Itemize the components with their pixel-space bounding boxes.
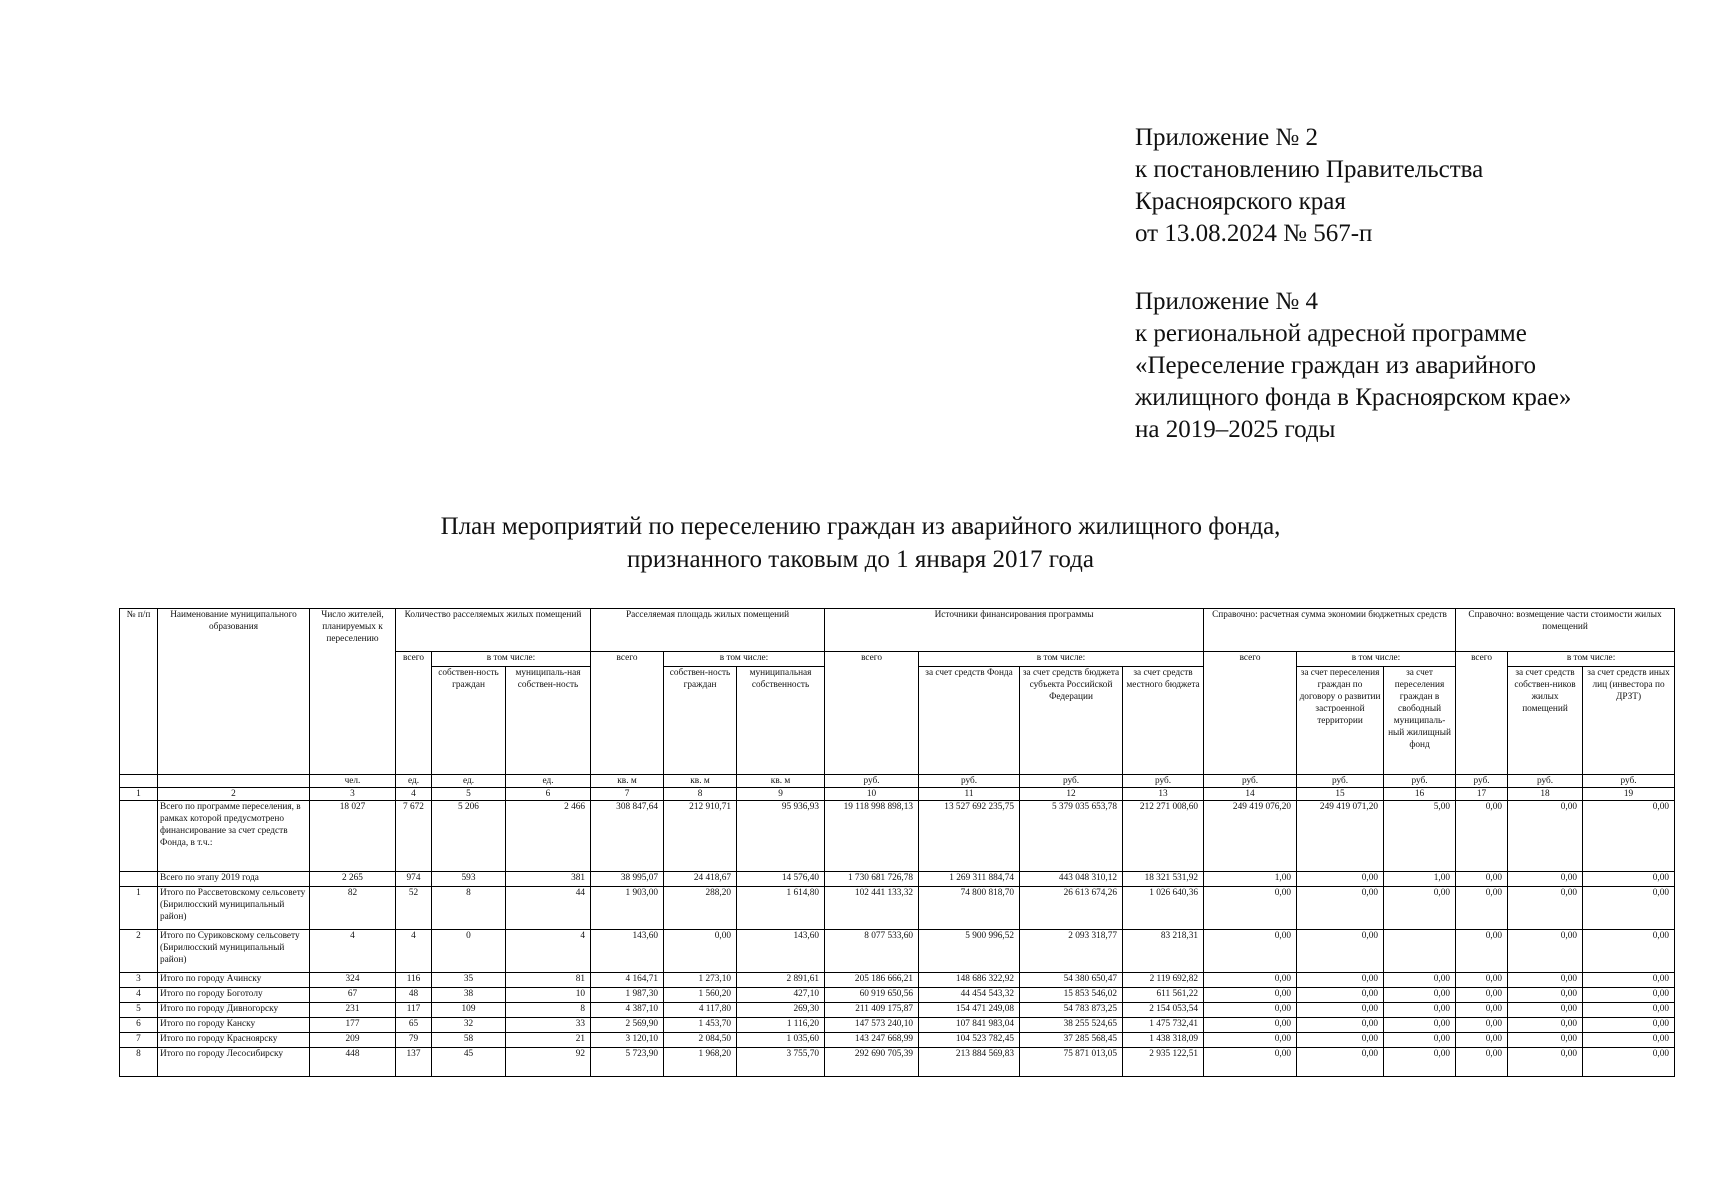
column-number-cell: 4 <box>396 788 432 801</box>
value-cell: 81 <box>506 973 591 988</box>
unit-cell: ед. <box>506 775 591 788</box>
value-cell: 0,00 <box>1384 887 1456 930</box>
value-cell: 205 186 666,21 <box>825 973 919 988</box>
value-cell: 0,00 <box>1384 973 1456 988</box>
value-cell: 269,30 <box>737 1003 825 1018</box>
value-cell: 60 919 650,56 <box>825 988 919 1003</box>
value-cell: 4 <box>396 930 432 973</box>
value-cell: 33 <box>506 1018 591 1033</box>
header-cell: всего <box>825 652 919 775</box>
unit-cell: руб. <box>1020 775 1123 788</box>
value-cell: 0,00 <box>1508 1003 1583 1018</box>
value-cell: 0,00 <box>664 930 737 973</box>
appendix-2-line: Красноярского края <box>1135 188 1346 215</box>
unit-cell: чел. <box>310 775 396 788</box>
value-cell: 292 690 705,39 <box>825 1048 919 1077</box>
value-cell: 45 <box>432 1048 506 1077</box>
table-row <box>120 930 1675 973</box>
value-cell: 37 285 568,45 <box>1020 1033 1123 1048</box>
value-cell: 0,00 <box>1384 1018 1456 1033</box>
unit-cell: кв. м <box>591 775 664 788</box>
value-cell: 2 265 <box>310 872 396 887</box>
unit-cell <box>120 775 158 788</box>
unit-cell: кв. м <box>737 775 825 788</box>
value-cell: 0,00 <box>1456 1033 1508 1048</box>
value-cell: 0,00 <box>1297 1048 1384 1077</box>
value-cell: 443 048 310,12 <box>1020 872 1123 887</box>
appendix-4-line: к региональной адресной программе <box>1135 320 1527 347</box>
value-cell: 5 723,90 <box>591 1048 664 1077</box>
row-number-cell: 1 <box>120 887 158 930</box>
header-cell: Справочно: расчетная сумма экономии бюджетных средств <box>1204 609 1456 652</box>
value-cell: 54 380 650,47 <box>1020 973 1123 988</box>
header-cell: в том числе: <box>919 652 1204 667</box>
table-row <box>120 887 1675 930</box>
value-cell <box>1384 930 1456 973</box>
value-cell: 8 <box>506 1003 591 1018</box>
value-cell: 4 164,71 <box>591 973 664 988</box>
header-cell: за счет переселения граждан по договору о развитии застроенной территории <box>1297 667 1384 775</box>
header-cell: за счет средств местного бюджета <box>1123 667 1204 775</box>
value-cell: 0,00 <box>1456 1048 1508 1077</box>
document-title-line: План мероприятий по переселению граждан из аварийного жилищного фонда, <box>440 513 1281 540</box>
value-cell: 109 <box>432 1003 506 1018</box>
header-cell: в том числе: <box>432 652 591 667</box>
value-cell: 0,00 <box>1583 1003 1675 1018</box>
value-cell: 0,00 <box>1204 1033 1297 1048</box>
value-cell: 117 <box>396 1003 432 1018</box>
value-cell: 209 <box>310 1033 396 1048</box>
value-cell: 249 419 076,20 <box>1204 801 1297 872</box>
value-cell: 0,00 <box>1583 1018 1675 1033</box>
value-cell: 1,00 <box>1384 872 1456 887</box>
value-cell: 2 154 053,54 <box>1123 1003 1204 1018</box>
value-cell: 0,00 <box>1204 1003 1297 1018</box>
value-cell: 427,10 <box>737 988 825 1003</box>
document-title-line: признанного таковым до 1 января 2017 года <box>626 546 1095 573</box>
value-cell: 2 093 318,77 <box>1020 930 1123 973</box>
header-cell: за счет средств бюджета субъекта Российской Федерации <box>1020 667 1123 775</box>
value-cell: 0,00 <box>1508 973 1583 988</box>
value-cell: 147 573 240,10 <box>825 1018 919 1033</box>
header-cell: № п/п <box>120 609 158 775</box>
unit-cell: ед. <box>432 775 506 788</box>
unit-cell: руб. <box>1123 775 1204 788</box>
value-cell: 0,00 <box>1204 1048 1297 1077</box>
value-cell: 44 <box>506 887 591 930</box>
value-cell: 107 841 983,04 <box>919 1018 1020 1033</box>
value-cell: 4 <box>310 930 396 973</box>
value-cell: 288,20 <box>664 887 737 930</box>
unit-cell: руб. <box>1297 775 1384 788</box>
row-number-cell: 6 <box>120 1018 158 1033</box>
value-cell: 0,00 <box>1508 988 1583 1003</box>
municipality-name-cell: Всего по программе переселения, в рамках которой предусмотрено финансирование за счет средств Фонда, в т.ч.: <box>158 801 310 872</box>
header-cell: Наименование муниципального образования <box>158 609 310 775</box>
value-cell: 21 <box>506 1033 591 1048</box>
unit-cell: руб. <box>1583 775 1675 788</box>
row-number-cell: 2 <box>120 930 158 973</box>
unit-cell: руб. <box>825 775 919 788</box>
value-cell: 0,00 <box>1456 872 1508 887</box>
municipality-name-cell: Итого по городу Дивногорску <box>158 1003 310 1018</box>
municipality-name-cell: Итого по Суриковскому сельсовету (Бирилюсский муниципальный район) <box>158 930 310 973</box>
value-cell: 0,00 <box>1508 930 1583 973</box>
value-cell: 4 387,10 <box>591 1003 664 1018</box>
value-cell: 4 <box>506 930 591 973</box>
value-cell: 102 441 133,32 <box>825 887 919 930</box>
value-cell: 2 935 122,51 <box>1123 1048 1204 1077</box>
value-cell: 18 321 531,92 <box>1123 872 1204 887</box>
header-cell: всего <box>1456 652 1508 775</box>
value-cell: 0,00 <box>1456 801 1508 872</box>
value-cell: 95 936,93 <box>737 801 825 872</box>
value-cell: 79 <box>396 1033 432 1048</box>
value-cell: 249 419 071,20 <box>1297 801 1384 872</box>
value-cell: 231 <box>310 1003 396 1018</box>
value-cell: 5 900 996,52 <box>919 930 1020 973</box>
header-cell: Расселяемая площадь жилых помещений <box>591 609 825 652</box>
value-cell: 611 561,22 <box>1123 988 1204 1003</box>
value-cell: 0,00 <box>1297 1003 1384 1018</box>
value-cell: 38 <box>432 988 506 1003</box>
value-cell: 974 <box>396 872 432 887</box>
appendix-4-line: жилищного фонда в Красноярском крае» <box>1135 384 1572 411</box>
value-cell: 0,00 <box>1297 973 1384 988</box>
value-cell: 1 116,20 <box>737 1018 825 1033</box>
value-cell: 2 569,90 <box>591 1018 664 1033</box>
row-number-cell: 7 <box>120 1033 158 1048</box>
value-cell: 3 755,70 <box>737 1048 825 1077</box>
header-cell: за счет переселения граждан в свободный муниципаль-ный жилищный фонд <box>1384 667 1456 775</box>
header-cell: всего <box>396 652 432 775</box>
value-cell: 15 853 546,02 <box>1020 988 1123 1003</box>
value-cell: 74 800 818,70 <box>919 887 1020 930</box>
value-cell: 48 <box>396 988 432 1003</box>
unit-cell <box>158 775 310 788</box>
value-cell: 0,00 <box>1204 988 1297 1003</box>
column-number-cell: 9 <box>737 788 825 801</box>
value-cell: 24 418,67 <box>664 872 737 887</box>
appendix-2-line: Приложение № 2 <box>1135 124 1319 151</box>
value-cell: 75 871 013,05 <box>1020 1048 1123 1077</box>
header-cell: всего <box>1204 652 1297 775</box>
unit-cell: руб. <box>1508 775 1583 788</box>
unit-cell: руб. <box>919 775 1020 788</box>
value-cell: 212 271 008,60 <box>1123 801 1204 872</box>
value-cell: 32 <box>432 1018 506 1033</box>
value-cell: 324 <box>310 973 396 988</box>
table-row <box>120 801 1675 872</box>
header-cell: муниципаль-ная собствен-ность <box>506 667 591 775</box>
value-cell: 8 <box>432 887 506 930</box>
value-cell: 0,00 <box>1297 887 1384 930</box>
column-number-cell: 8 <box>664 788 737 801</box>
header-cell: Справочно: возмещение части стоимости жилых помещений <box>1456 609 1675 652</box>
value-cell: 0,00 <box>1204 973 1297 988</box>
value-cell: 104 523 782,45 <box>919 1033 1020 1048</box>
municipality-name-cell: Итого по Рассветовскому сельсовету (Бирилюсский муниципальный район) <box>158 887 310 930</box>
value-cell: 593 <box>432 872 506 887</box>
value-cell: 308 847,64 <box>591 801 664 872</box>
appendix-4-line: «Переселение граждан из аварийного <box>1135 352 1537 379</box>
value-cell: 0,00 <box>1583 1048 1675 1077</box>
column-number-cell: 7 <box>591 788 664 801</box>
value-cell: 1 730 681 726,78 <box>825 872 919 887</box>
municipality-name-cell: Итого по городу Боготолу <box>158 988 310 1003</box>
value-cell: 0,00 <box>1583 887 1675 930</box>
column-number-cell: 11 <box>919 788 1020 801</box>
value-cell: 0,00 <box>1583 872 1675 887</box>
document-title <box>0 510 1721 576</box>
value-cell: 2 891,61 <box>737 973 825 988</box>
table-row <box>120 872 1675 887</box>
row-number-cell: 4 <box>120 988 158 1003</box>
table-body <box>120 801 1675 1077</box>
column-number-cell: 6 <box>506 788 591 801</box>
column-number-cell: 12 <box>1020 788 1123 801</box>
table-row <box>120 988 1675 1003</box>
value-cell: 58 <box>432 1033 506 1048</box>
value-cell: 211 409 175,87 <box>825 1003 919 1018</box>
value-cell: 38 255 524,65 <box>1020 1018 1123 1033</box>
unit-cell: руб. <box>1204 775 1297 788</box>
header-cell: в том числе: <box>664 652 825 667</box>
value-cell: 8 077 533,60 <box>825 930 919 973</box>
column-number-cell: 10 <box>825 788 919 801</box>
header-cell: за счет средств иных лиц (инвестора по ДРЗТ) <box>1583 667 1675 775</box>
value-cell: 18 027 <box>310 801 396 872</box>
header-cell: Количество расселяемых жилых помещений <box>396 609 591 652</box>
units-row <box>120 775 1675 788</box>
value-cell: 92 <box>506 1048 591 1077</box>
value-cell: 52 <box>396 887 432 930</box>
appendix-4-heading <box>1135 286 1705 446</box>
value-cell: 143 247 668,99 <box>825 1033 919 1048</box>
value-cell: 19 118 998 898,13 <box>825 801 919 872</box>
column-number-cell: 17 <box>1456 788 1508 801</box>
unit-cell: руб. <box>1456 775 1508 788</box>
value-cell: 2 119 692,82 <box>1123 973 1204 988</box>
value-cell: 44 454 543,32 <box>919 988 1020 1003</box>
table-row <box>120 1048 1675 1077</box>
value-cell: 0,00 <box>1297 1033 1384 1048</box>
value-cell: 1 273,10 <box>664 973 737 988</box>
value-cell: 13 527 692 235,75 <box>919 801 1020 872</box>
value-cell: 143,60 <box>591 930 664 973</box>
value-cell: 2 084,50 <box>664 1033 737 1048</box>
value-cell: 0,00 <box>1508 801 1583 872</box>
row-number-cell: 3 <box>120 973 158 988</box>
header-cell: Число жителей, планируемых к переселению <box>310 609 396 775</box>
value-cell: 0,00 <box>1456 988 1508 1003</box>
value-cell: 0,00 <box>1456 1018 1508 1033</box>
value-cell: 116 <box>396 973 432 988</box>
value-cell: 0,00 <box>1456 887 1508 930</box>
value-cell: 38 995,07 <box>591 872 664 887</box>
value-cell: 0,00 <box>1583 1033 1675 1048</box>
value-cell: 5 206 <box>432 801 506 872</box>
value-cell: 7 672 <box>396 801 432 872</box>
value-cell: 0,00 <box>1508 1048 1583 1077</box>
value-cell: 4 117,80 <box>664 1003 737 1018</box>
row-number-cell: 8 <box>120 1048 158 1077</box>
value-cell: 0,00 <box>1204 1018 1297 1033</box>
value-cell: 0,00 <box>1297 988 1384 1003</box>
column-number-cell: 18 <box>1508 788 1583 801</box>
value-cell: 154 471 249,08 <box>919 1003 1020 1018</box>
value-cell: 65 <box>396 1018 432 1033</box>
header-cell: за счет средств Фонда <box>919 667 1020 775</box>
value-cell: 0,00 <box>1508 872 1583 887</box>
value-cell: 5 379 035 653,78 <box>1020 801 1123 872</box>
value-cell: 0,00 <box>1456 973 1508 988</box>
column-numbers-row <box>120 788 1675 801</box>
value-cell: 0,00 <box>1204 930 1297 973</box>
unit-cell: ед. <box>396 775 432 788</box>
municipality-name-cell: Итого по городу Канску <box>158 1018 310 1033</box>
value-cell: 0,00 <box>1384 1033 1456 1048</box>
column-number-cell: 1 <box>120 788 158 801</box>
value-cell: 0,00 <box>1583 930 1675 973</box>
row-number-cell: 5 <box>120 1003 158 1018</box>
value-cell: 0,00 <box>1508 1033 1583 1048</box>
table-row <box>120 1018 1675 1033</box>
value-cell: 10 <box>506 988 591 1003</box>
value-cell: 0,00 <box>1384 1003 1456 1018</box>
value-cell: 137 <box>396 1048 432 1077</box>
column-number-cell: 5 <box>432 788 506 801</box>
value-cell: 82 <box>310 887 396 930</box>
value-cell: 1 987,30 <box>591 988 664 1003</box>
column-number-cell: 16 <box>1384 788 1456 801</box>
value-cell: 0,00 <box>1508 1018 1583 1033</box>
unit-cell: руб. <box>1384 775 1456 788</box>
header-cell: собствен-ность граждан <box>432 667 506 775</box>
row-number-cell <box>120 872 158 887</box>
column-number-cell: 19 <box>1583 788 1675 801</box>
appendix-2-line: к постановлению Правительства <box>1135 156 1484 183</box>
value-cell: 0,00 <box>1583 801 1675 872</box>
value-cell: 0,00 <box>1456 930 1508 973</box>
value-cell: 0,00 <box>1297 930 1384 973</box>
value-cell: 1 026 640,36 <box>1123 887 1204 930</box>
appendix-4-line: Приложение № 4 <box>1135 288 1319 315</box>
municipality-name-cell: Итого по городу Ачинску <box>158 973 310 988</box>
value-cell: 1,00 <box>1204 872 1297 887</box>
value-cell: 0,00 <box>1384 988 1456 1003</box>
header-cell: собствен-ность граждан <box>664 667 737 775</box>
value-cell: 148 686 322,92 <box>919 973 1020 988</box>
value-cell: 1 560,20 <box>664 988 737 1003</box>
row-number-cell <box>120 801 158 872</box>
column-number-cell: 2 <box>158 788 310 801</box>
value-cell: 1 438 318,09 <box>1123 1033 1204 1048</box>
value-cell: 14 576,40 <box>737 872 825 887</box>
value-cell: 0,00 <box>1508 887 1583 930</box>
value-cell: 2 466 <box>506 801 591 872</box>
table-row <box>120 1003 1675 1018</box>
header-cell: Источники финансирования программы <box>825 609 1204 652</box>
appendix-4-line: на 2019–2025 годы <box>1135 416 1336 443</box>
appendix-2-heading <box>1135 122 1705 250</box>
value-cell: 0,00 <box>1297 872 1384 887</box>
column-number-cell: 13 <box>1123 788 1204 801</box>
unit-cell: кв. м <box>664 775 737 788</box>
value-cell: 0,00 <box>1384 1048 1456 1077</box>
column-number-cell: 14 <box>1204 788 1297 801</box>
value-cell: 26 613 674,26 <box>1020 887 1123 930</box>
header-cell: муниципальная собственность <box>737 667 825 775</box>
municipality-name-cell: Итого по городу Лесосибирску <box>158 1048 310 1077</box>
value-cell: 381 <box>506 872 591 887</box>
header-cell: в том числе: <box>1297 652 1456 667</box>
header-cell: в том числе: <box>1508 652 1675 667</box>
resettlement-plan-table <box>119 608 1675 1077</box>
value-cell: 54 783 873,25 <box>1020 1003 1123 1018</box>
value-cell: 35 <box>432 973 506 988</box>
header-cell: за счет средств собствен-ников жилых помещений <box>1508 667 1583 775</box>
value-cell: 1 475 732,41 <box>1123 1018 1204 1033</box>
municipality-name-cell: Итого по городу Красноярску <box>158 1033 310 1048</box>
value-cell: 143,60 <box>737 930 825 973</box>
value-cell: 0 <box>432 930 506 973</box>
column-number-cell: 3 <box>310 788 396 801</box>
table-row <box>120 973 1675 988</box>
value-cell: 0,00 <box>1583 973 1675 988</box>
value-cell: 212 910,71 <box>664 801 737 872</box>
value-cell: 3 120,10 <box>591 1033 664 1048</box>
value-cell: 0,00 <box>1456 1003 1508 1018</box>
value-cell: 1 968,20 <box>664 1048 737 1077</box>
value-cell: 1 035,60 <box>737 1033 825 1048</box>
value-cell: 1 269 311 884,74 <box>919 872 1020 887</box>
municipality-name-cell: Всего по этапу 2019 года <box>158 872 310 887</box>
header-cell: всего <box>591 652 664 775</box>
value-cell: 1 903,00 <box>591 887 664 930</box>
value-cell: 83 218,31 <box>1123 930 1204 973</box>
table-row <box>120 1033 1675 1048</box>
value-cell: 0,00 <box>1297 1018 1384 1033</box>
value-cell: 213 884 569,83 <box>919 1048 1020 1077</box>
value-cell: 1 453,70 <box>664 1018 737 1033</box>
value-cell: 67 <box>310 988 396 1003</box>
value-cell: 5,00 <box>1384 801 1456 872</box>
value-cell: 448 <box>310 1048 396 1077</box>
header-row <box>120 609 1675 652</box>
value-cell: 0,00 <box>1204 887 1297 930</box>
value-cell: 0,00 <box>1583 988 1675 1003</box>
value-cell: 177 <box>310 1018 396 1033</box>
appendix-2-line: от 13.08.2024 № 567-п <box>1135 220 1373 247</box>
value-cell: 1 614,80 <box>737 887 825 930</box>
column-number-cell: 15 <box>1297 788 1384 801</box>
